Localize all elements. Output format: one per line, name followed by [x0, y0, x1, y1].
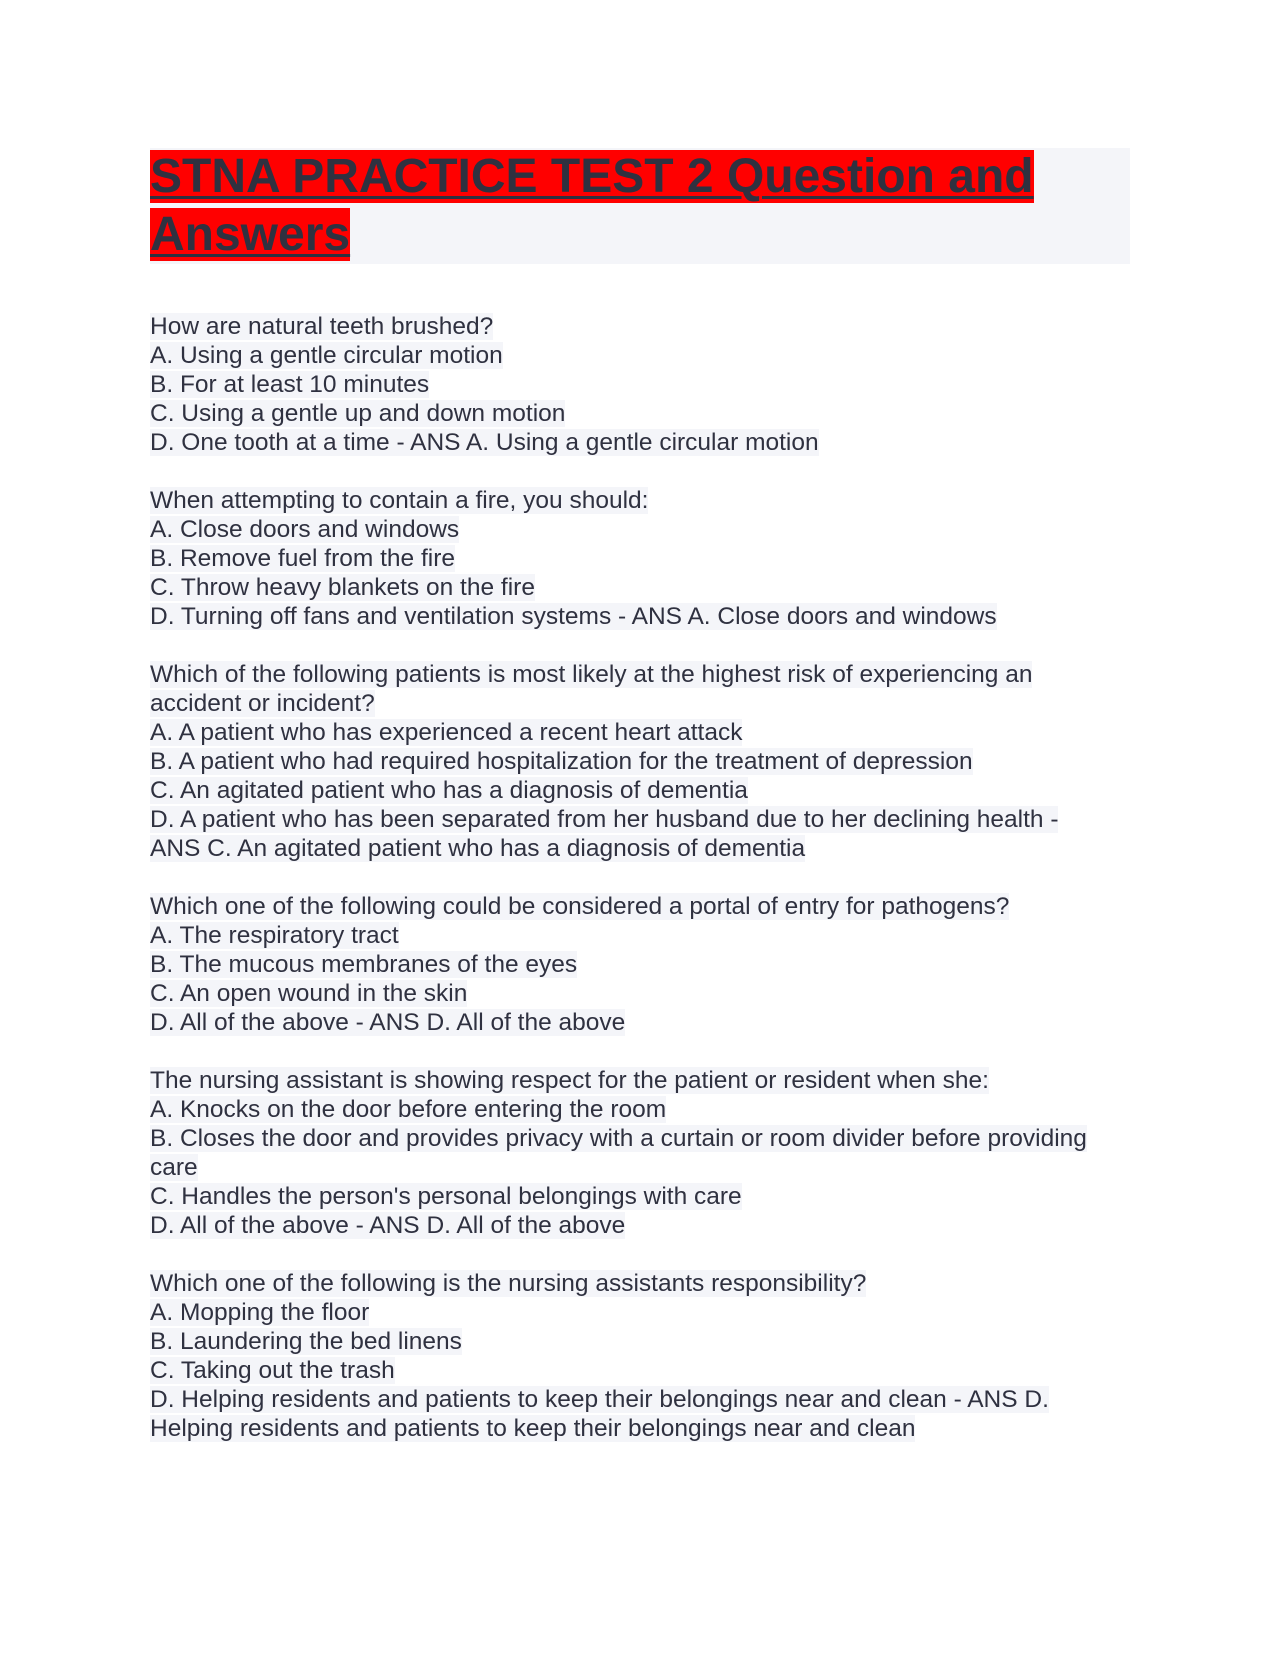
question-block — [150, 660, 1130, 863]
question-line: Helping residents and patients to keep their belongings near and clean — [150, 1415, 916, 1442]
question-text: How are natural teeth brushed? — [150, 313, 494, 340]
question-line: D. All of the above - ANS D. All of the above — [150, 1009, 626, 1036]
question-line: A. A patient who has experienced a recent heart attack — [150, 719, 743, 746]
question-block — [150, 312, 1130, 457]
document-page — [150, 148, 1130, 1472]
question-line: A. Close doors and windows — [150, 516, 460, 543]
question-line: B. Remove fuel from the fire — [150, 545, 456, 572]
question-line: A. Knocks on the door before entering the room — [150, 1096, 667, 1123]
question-block — [150, 1269, 1130, 1443]
question-line: C. Throw heavy blankets on the fire — [150, 574, 535, 601]
question-line: D. Turning off fans and ventilation systems - ANS A. Close doors and windows — [150, 603, 997, 630]
question-line: D. Helping residents and patients to keep their belongings near and clean - ANS D. — [150, 1386, 1049, 1413]
question-line: C. An open wound in the skin — [150, 980, 468, 1007]
question-text: The nursing assistant is showing respect for the patient or resident when she: — [150, 1067, 989, 1094]
question-block — [150, 1066, 1130, 1240]
question-line: C. Using a gentle up and down motion — [150, 400, 566, 427]
question-line: C. Taking out the trash — [150, 1357, 395, 1384]
question-text: Which one of the following is the nursing assistants responsibility? — [150, 1270, 867, 1297]
question-block — [150, 486, 1130, 631]
document-title — [150, 148, 1130, 264]
question-block — [150, 892, 1130, 1037]
question-line: A. Mopping the floor — [150, 1299, 370, 1326]
question-line: B. A patient who had required hospitalization for the treatment of depression — [150, 748, 973, 775]
question-line: C. Handles the person's personal belongings with care — [150, 1183, 742, 1210]
question-list — [150, 312, 1130, 1443]
question-line: B. The mucous membranes of the eyes — [150, 951, 578, 978]
question-line: D. A patient who has been separated from her husband due to her declining health - — [150, 806, 1059, 833]
question-line: ANS C. An agitated patient who has a diagnosis of dementia — [150, 835, 806, 862]
question-line: accident or incident? — [150, 690, 375, 717]
question-text: Which of the following patients is most likely at the highest risk of experiencing an — [150, 661, 1033, 688]
question-line: B. For at least 10 minutes — [150, 371, 430, 398]
question-line: A. The respiratory tract — [150, 922, 399, 949]
question-line: C. An agitated patient who has a diagnosis of dementia — [150, 777, 748, 804]
title-line-2: Answers — [150, 208, 351, 261]
question-text: Which one of the following could be considered a portal of entry for pathogens? — [150, 893, 1010, 920]
title-line-1: STNA PRACTICE TEST 2 Question and — [150, 150, 1034, 203]
question-line: A. Using a gentle circular motion — [150, 342, 503, 369]
question-text: When attempting to contain a fire, you should: — [150, 487, 649, 514]
question-line: care — [150, 1154, 198, 1181]
question-line: D. One tooth at a time - ANS A. Using a gentle circular motion — [150, 429, 819, 456]
question-line: B. Laundering the bed linens — [150, 1328, 462, 1355]
question-line: B. Closes the door and provides privacy with a curtain or room divider before providing — [150, 1125, 1087, 1152]
question-line: D. All of the above - ANS D. All of the above — [150, 1212, 626, 1239]
